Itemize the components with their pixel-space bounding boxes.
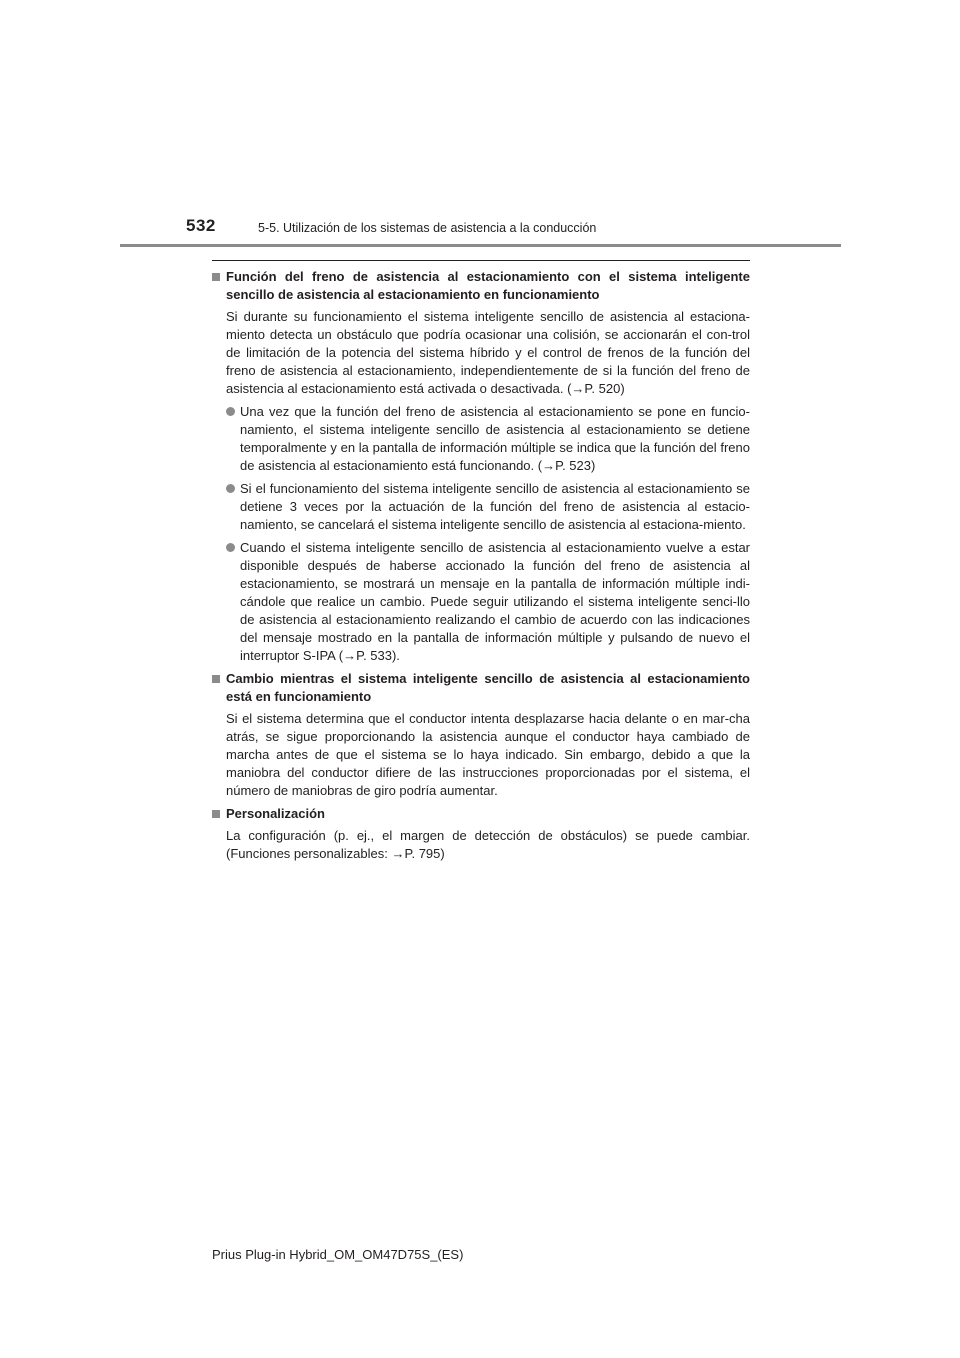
section-heading: Personalización <box>226 806 325 821</box>
section-body: Si el sistema determina que el conductor intenta desplazarse hacia delante o en mar-cha atrás, se sigue proporcionando la asistencia aunque el conductor haya cambiado de marcha antes de que el sistema se lo haya indicado. Sin embargo, debido a que la maniobra del conductor difiere de las instrucciones proporcionadas por el sistema, el número de maniobras de giro podría aumentar. <box>226 711 750 798</box>
section-heading: Cambio mientras el sistema inteligente sencillo de asistencia al estacionamiento está en funcionamiento <box>226 671 750 704</box>
list-item <box>226 539 750 665</box>
header-rule <box>120 244 841 247</box>
circle-bullet-icon <box>226 407 235 416</box>
list-item <box>226 403 750 475</box>
circle-bullet-icon <box>226 543 235 552</box>
content-rule <box>212 260 750 261</box>
square-bullet-icon <box>212 675 220 683</box>
list-item-text: Cuando el sistema inteligente sencillo de asistencia al estacionamiento vuelve a estar disponible después de haberse accionado la función del freno de asistencia al estacionamiento, se mostrará un mensaje en la pantalla de información múltiple indi-cándole que realice un cambio. Puede seguir utilizando el sistema inteligente senci-llo de asistencia al estacionamiento realizando el cambio de acuerdo con las indicaciones del mensaje mostrado en la pantalla de información múltiple y pulsando de nuevo el interruptor S-IPA (→P. 533). <box>240 540 750 663</box>
page-number: 532 <box>186 216 216 235</box>
section-customization <box>212 805 750 863</box>
footer-doc-id: Prius Plug-in Hybrid_OM_OM47D75S_(ES) <box>212 1247 464 1262</box>
list-item-text: Si el funcionamiento del sistema inteligente sencillo de asistencia al estacionamiento se detiene 3 veces por la actuación de la función del freno de asistencia al estacio-namiento, se cancelará el sistema inteligente sencillo de asistencia al estaciona-miento. <box>240 481 750 532</box>
page-content <box>212 268 750 868</box>
section-parking-brake-assist <box>212 268 750 665</box>
square-bullet-icon <box>212 810 220 818</box>
running-head: 5-5. Utilización de los sistemas de asistencia a la conducción <box>258 221 597 235</box>
section-body: La configuración (p. ej., el margen de detección de obstáculos) se puede cambiar. (Funciones personalizables: →P. 795) <box>226 828 750 861</box>
section-gear-change <box>212 670 750 800</box>
circle-bullet-icon <box>226 484 235 493</box>
list-item-text: Una vez que la función del freno de asistencia al estacionamiento se pone en funcio-namiento, el sistema inteligente sencillo de asistencia al estacionamiento se detiene temporalmente y en la pantalla de información múltiple se indica que la función del freno de asistencia al estacionamiento está funcionando. (→P. 523) <box>240 404 750 473</box>
section-heading: Función del freno de asistencia al estacionamiento con el sistema inteligente sencillo de asistencia al estacionamiento en funcionamiento <box>226 269 750 302</box>
square-bullet-icon <box>212 273 220 281</box>
list-item <box>226 480 750 534</box>
section-body: Si durante su funcionamiento el sistema inteligente sencillo de asistencia al estaciona-miento detecta un obstáculo que podría ocasionar una colisión, se accionarán el con-trol de limitación de la potencia del sistema híbrido y el control de frenos de la función del freno de asistencia al estacionamiento, independientemente de si la función del freno de asistencia al estacionamiento está activada o desactivada. (→P. 520) <box>226 309 750 396</box>
